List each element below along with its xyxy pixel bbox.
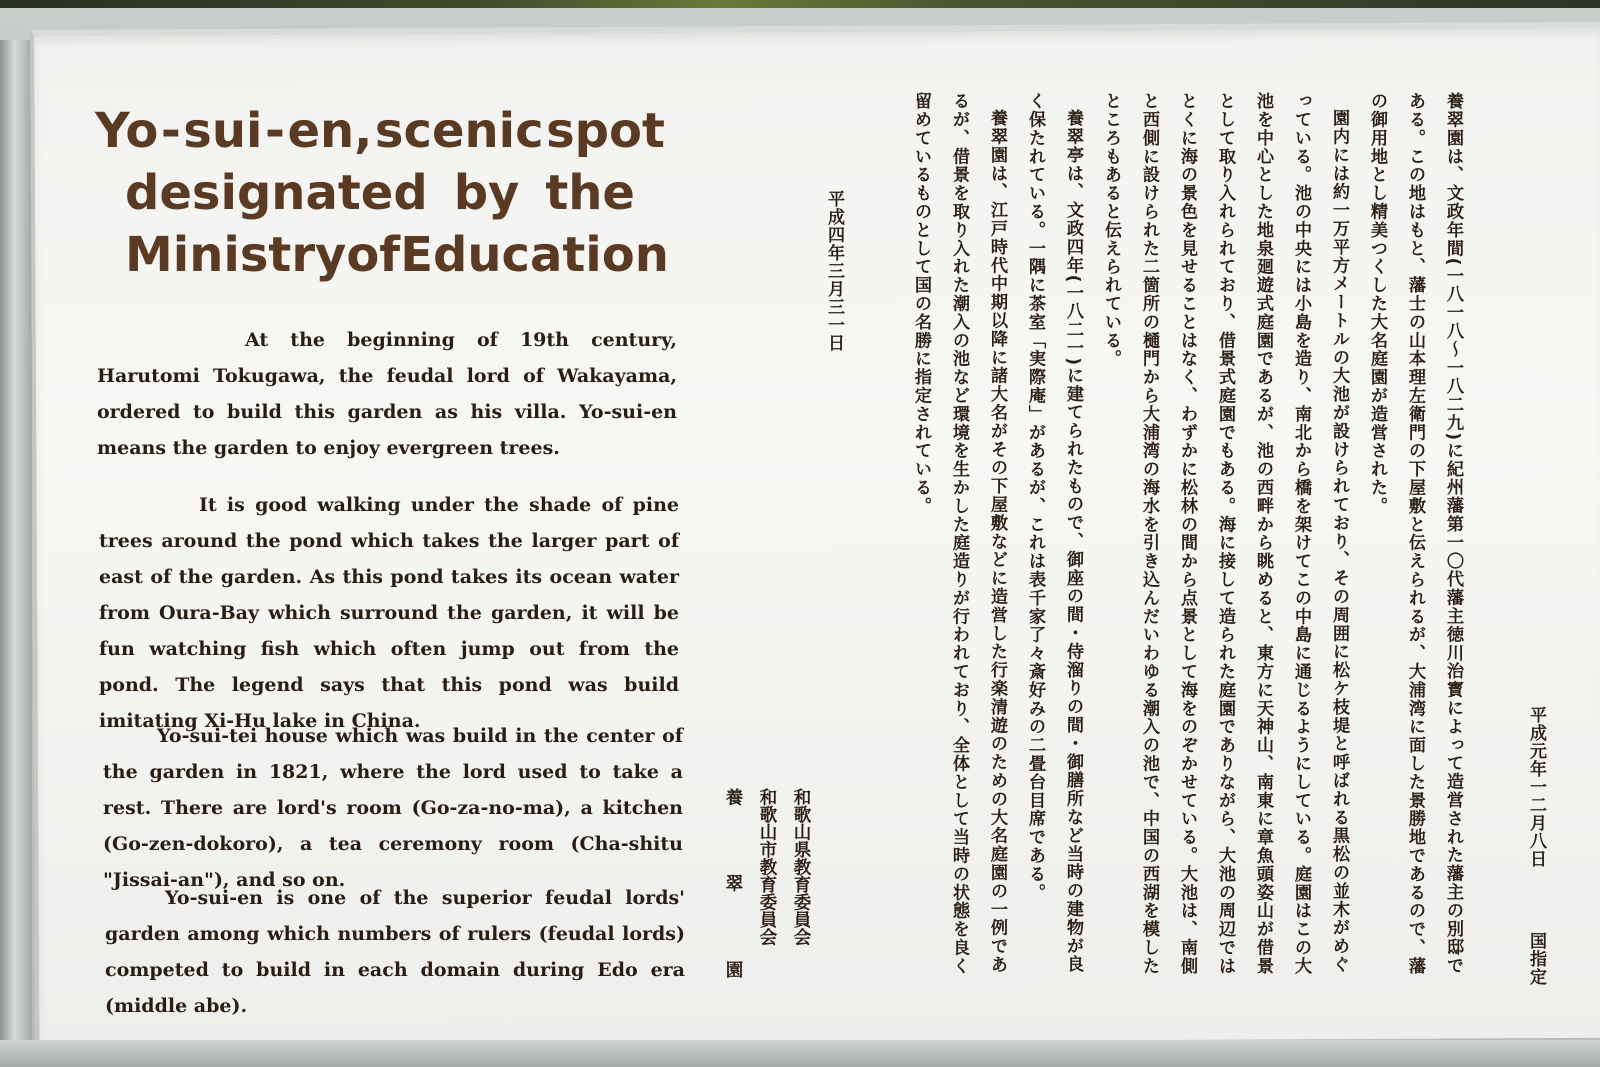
- designation-note: [1524, 706, 1549, 986]
- issuer-block: [718, 788, 818, 978]
- title-line-2: [125, 162, 635, 224]
- title-word: sui: [183, 103, 263, 159]
- title-word: Yo: [95, 103, 159, 159]
- sign-post: [0, 40, 32, 1067]
- title-line-1: [95, 100, 665, 162]
- english-paragraph-4: Yo-sui-en is one of the superior feudal lords' garden among which numbers of rulers (feudal lords) competed to build in each domain during Edo era (middle abe).: [105, 887, 685, 1017]
- title-word: Education: [400, 227, 669, 283]
- title-word: -: [160, 103, 181, 159]
- title-word: of: [346, 227, 401, 283]
- title-word: -: [265, 103, 285, 159]
- title-word: spot: [546, 103, 665, 159]
- title-word: Ministry: [125, 227, 347, 283]
- sign-bottom-rail: [0, 1040, 1600, 1067]
- title-word: en,: [287, 103, 373, 159]
- english-title: [95, 100, 675, 286]
- title-word: by: [453, 165, 520, 221]
- issuer-prefecture-board: 和歌山県教育委員会: [791, 788, 811, 946]
- title-word: scenic: [374, 103, 544, 159]
- title-word: designated: [125, 165, 428, 221]
- designation-label: 国指定: [1526, 932, 1546, 986]
- japanese-paragraph-1: 養翠園は、文政年間(一八一八〜一八二九)に紀州藩第一〇代藩主徳川治寳によって造営された藩主の別邸である。この地はもと、藩士の山本理左衛門の下屋敷と伝えられるが、大浦湾に面した景勝地であるので、藩の御用地とし精美つくした大名庭園が造営された。: [1367, 92, 1463, 976]
- english-paragraph-2: It is good walking under the shade of pine trees around the pond which takes the larger part of east of the garden. As this pond takes its ocean water from Oura-Bay which surround the garden, it will be fun watching fish which often jump out from the pond. The legend says that this pond was build imitating Xi-Hu lake in China.: [99, 494, 679, 732]
- english-paragraph-3: Yo-sui-tei house which was build in the center of the garden in 1821, where the lord used to take a rest. There are lord's room (Go-za-no-ma), a kitchen (Go-zen-dokoro), a tea ceremony room (Cha-shitu "Jissai-an"), and so on.: [103, 725, 683, 891]
- japanese-paragraph-4: 養翠園は、江戸時代中期以降に諸大名がその下屋敷などに造営した行楽清遊のための大名庭園の一例であるが、借景を取り入れた潮入の池など環境を生かした庭造りが行われており、全体として当時の状態を良く留めているものとして国の名勝に指定されている。: [911, 92, 1007, 976]
- issuer-city-board: 和歌山市教育委員会: [757, 788, 777, 946]
- english-paragraph-1: At the beginning of 19th century, Harutomi Tokugawa, the feudal lord of Wakayama, ordered to build this garden as his villa. Yo-sui-en means the garden to enjoy evergreen trees.: [97, 329, 677, 459]
- issuer-garden: 養翠園: [723, 788, 743, 978]
- title-word: the: [545, 165, 635, 221]
- japanese-paragraph-3: 養翠亭は、文政四年(一八二一)に建てられたもので、御座の間・侍溜りの間・御膳所など当時の建物が良く保たれている。一隅に茶室「実際庵」があるが、これは表千家了々斎好みの二畳台目席である。: [1025, 92, 1083, 974]
- japanese-text: [911, 92, 1472, 982]
- designation-date: 平成元年一二月八日: [1526, 706, 1546, 868]
- japanese-paragraph-2: 園内には約一万平方メートルの大池が設けられており、その周囲に松ケ枝堤と呼ばれる黒松の並木がめぐっている。池の中央には小島を造り、南北から橋を架けてこの中島に通じるようにしている。庭園はこの大池を中心とした地泉廻遊式庭園であるが、池の西畔から眺めると、東方に天神山、南東に章魚頭姿山が借景として取り入れられており、借景式庭園でもある。海に接して造られた庭園でありながら、大池の周辺ではとくに海の景色を見せることはなく、わずかに松林の間から点景として海をのぞかせている。大池は、南側と西側に設けられた二箇所の樋門から大浦湾の海水を引き込んだいわゆる潮入の池で、中国の西湖を模したところもあると伝えられている。: [1101, 92, 1349, 976]
- title-line-3: [125, 224, 669, 286]
- japanese-sign-date: 平成四年三月三一日: [824, 190, 844, 352]
